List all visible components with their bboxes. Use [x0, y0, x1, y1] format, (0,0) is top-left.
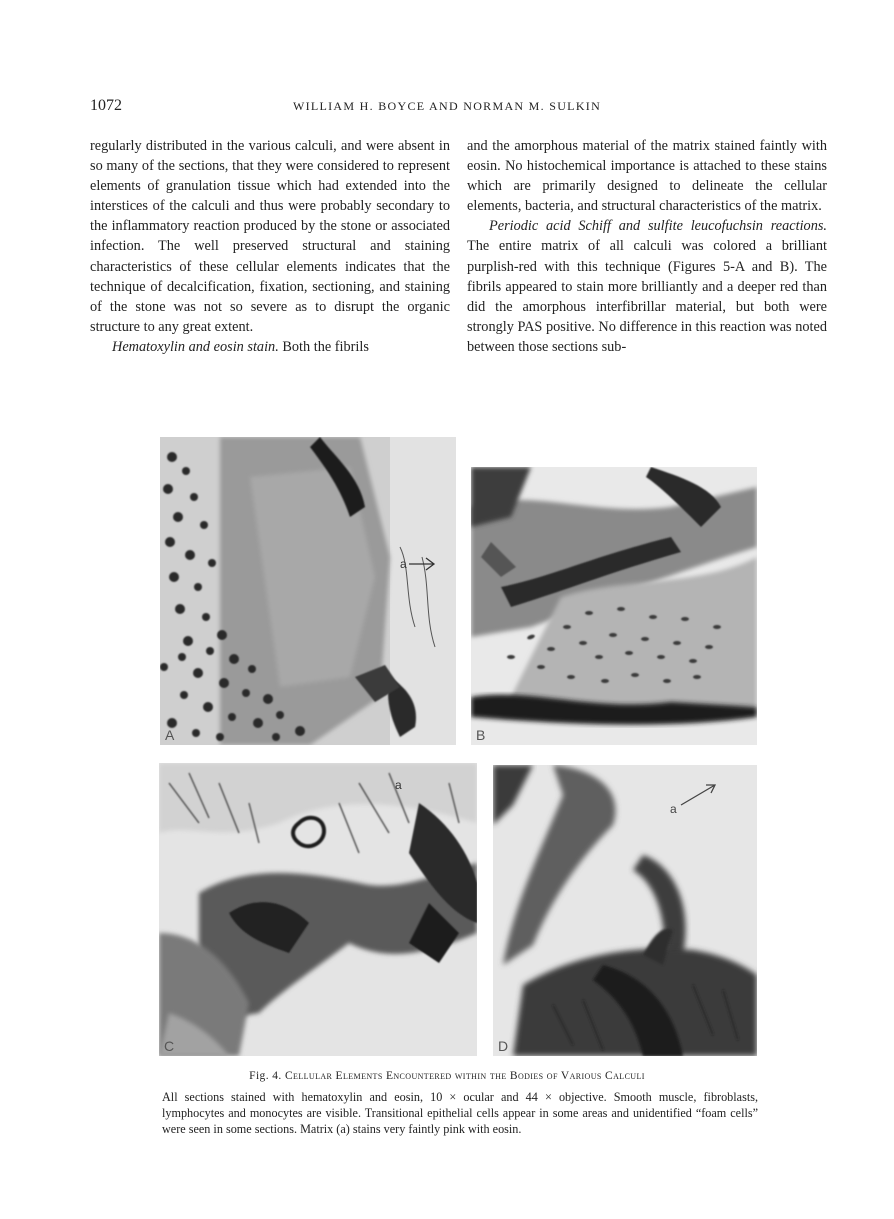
micrograph-d-image: [493, 765, 757, 1056]
left-column: [90, 136, 450, 357]
micrograph-panel-b: [471, 467, 757, 745]
figure-number: Fig. 4.: [249, 1070, 282, 1082]
paragraph-eosin: and the amorphous material of the matrix stained faintly with eosin. No histochemical importance is attached to these stains which are primarily designed to delineate the cellular elements, bacteria, and structural characteristics of the matrix.: [467, 138, 827, 215]
panel-b-letter: B: [476, 727, 486, 743]
micrograph-panel-d: [493, 765, 757, 1056]
micrograph-b-image: [471, 467, 757, 745]
he-stain-heading: Hematoxylin and eosin stain.: [112, 338, 279, 355]
pas-text: The entire matrix of all calculi was colored a brilliant purplish-red with this technique (Figures 5-A and B). The fibrils appeared to stain more brilliantly and a deeper red than did the amorphous interfibrillar material, but both were strongly PAS positive. No difference in this reaction was noted between those sections sub-: [467, 238, 827, 355]
panel-d-arrow-label: a: [670, 802, 677, 816]
paragraph-pas: [467, 216, 827, 357]
figure-caption-title: [0, 1070, 894, 1082]
figure-title: Cellular Elements Encountered within the Bodies of Various Calculi: [284, 1070, 645, 1082]
micrograph-a-image: [160, 437, 456, 745]
right-column: [467, 136, 827, 357]
panel-c-letter: C: [164, 1038, 175, 1054]
panel-a-letter: A: [165, 727, 175, 743]
micrograph-c-image: [159, 763, 477, 1056]
panel-c-arrow-label: a: [395, 778, 402, 792]
he-stain-text: Both the fibrils: [278, 338, 369, 355]
pas-heading: Periodic acid Schiff and sulfite leucofuchsin reactions.: [489, 218, 827, 235]
running-head: WILLIAM H. BOYCE AND NORMAN M. SULKIN: [292, 99, 602, 113]
page-number: 1072: [90, 97, 122, 114]
panel-d-letter: D: [498, 1038, 509, 1054]
micrograph-panel-c: [159, 763, 477, 1056]
paragraph-granulation: regularly distributed in the various calculi, and were absent in so many of the sections, that they were considered to represent elements of granulation tissue which had extended into the interstices of the calculi and thus were probably secondary to the inflammatory reaction produced by the stone or associated infection. The well preserved structural and staining characteristics of these cellular elements indicates that the technique of decalcification, fixation, sectioning, and staining of the stone was not so severe as to disrupt the organic structure to any great extent.: [90, 138, 450, 335]
panel-a-arrow-label: a: [400, 557, 407, 571]
micrograph-panel-a: [160, 437, 456, 745]
figure-caption-body: All sections stained with hematoxylin and eosin, 10 × ocular and 44 × objective. Smooth muscle, fibroblasts, lymphocytes and monocytes are visible. Transitional epithelial cells appear in some areas and unidentified “foam cells” were seen in some sections. Matrix (a) stains very faintly pink with eosin.: [162, 1090, 758, 1137]
paragraph-he-stain: [90, 337, 450, 357]
